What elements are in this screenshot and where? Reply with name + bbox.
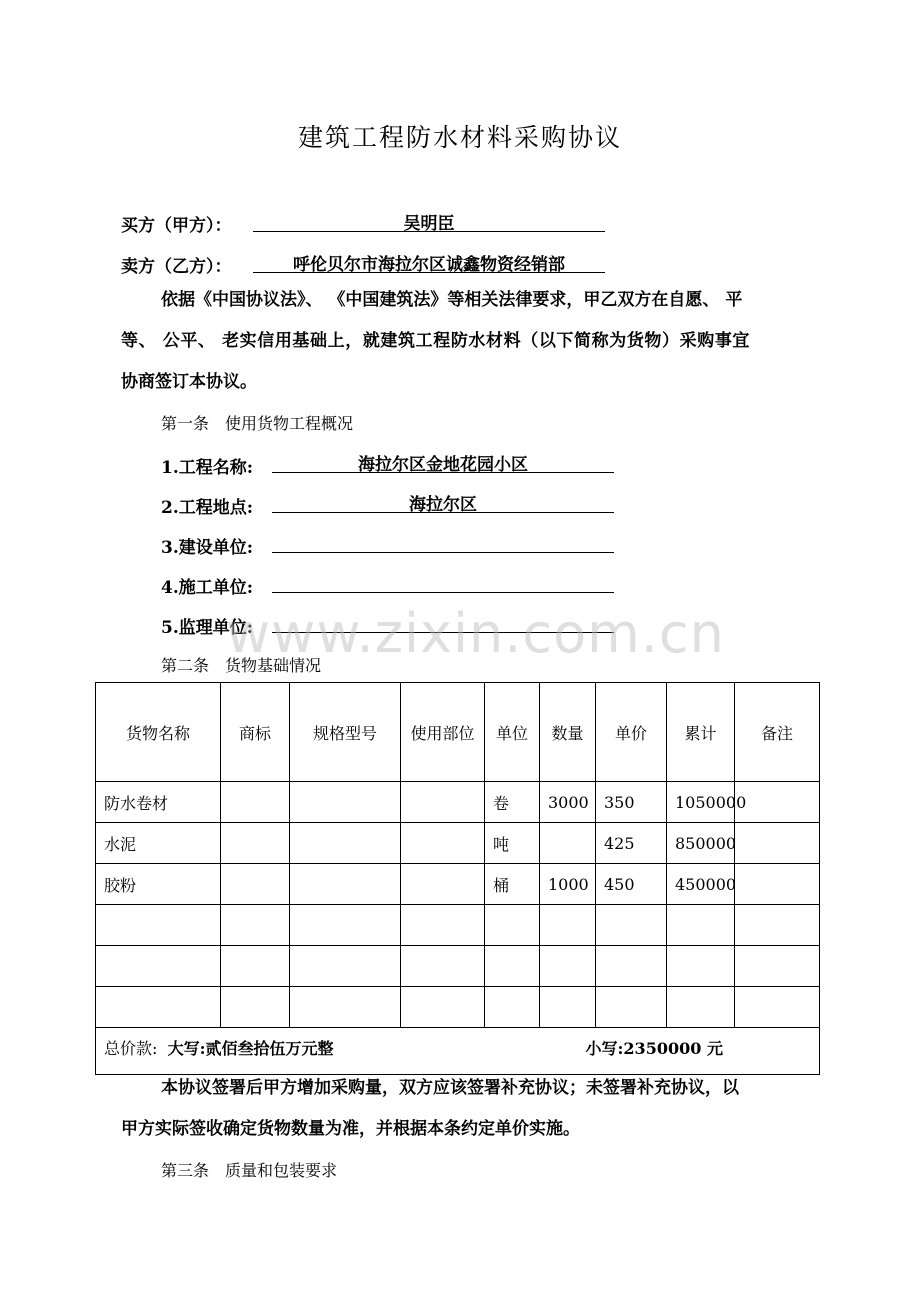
table-cell [540,987,596,1028]
table-cell [290,864,401,905]
table-cell [401,782,485,823]
watermark: www.zixin.com.cn [226,602,725,665]
table-cell [667,905,735,946]
project-name-label: 1.工程名称: [161,458,254,478]
article-3-heading: 第三条 质量和包装要求 [161,1161,338,1180]
table-cell: 1000 [540,864,596,905]
contractor-value [272,570,614,593]
table-cell [221,905,290,946]
table-cell [401,823,485,864]
header-cell: 单位 [485,683,540,782]
table-cell [735,987,820,1028]
table-cell [290,987,401,1028]
header-cell: 数量 [540,683,596,782]
table-row [96,782,820,823]
table-cell [735,946,820,987]
table-cell [290,782,401,823]
table-cell [735,905,820,946]
table-cell: 450000 [667,864,735,905]
total-figures-label: 小写: [585,1039,624,1058]
construction-unit-value [272,530,614,553]
table-cell: 桶 [485,864,540,905]
intro-line-2: 等、 公平、 老实信用基础上，就建筑工程防水材料（以下简称为货物）采购事宜 [121,331,751,351]
table-cell [667,987,735,1028]
table-cell [96,905,221,946]
article-1-heading: 第一条 使用货物工程概况 [161,414,354,433]
table-cell: 卷 [485,782,540,823]
table-cell [221,823,290,864]
intro-line-3: 协商签订本协议。 [121,372,257,392]
total-figures-value: 2350000 [623,1039,702,1058]
header-cell: 商标 [221,683,290,782]
table-cell: 850000 [667,823,735,864]
table-cell [596,905,667,946]
table-cell [735,864,820,905]
total-label: 总价款: [104,1039,158,1058]
table-cell: 425 [596,823,667,864]
table-cell [485,946,540,987]
project-location-value: 海拉尔区 [272,490,614,513]
header-cell: 货物名称 [96,683,221,782]
table-cell [401,864,485,905]
table-cell [401,946,485,987]
total-words-value: 贰佰叁拾伍万元整 [205,1039,334,1058]
table-cell [596,987,667,1028]
construction-unit-label: 3.建设单位: [161,538,254,558]
table-cell: 防水卷材 [96,782,221,823]
table-cell: 450 [596,864,667,905]
table-cell: 水泥 [96,823,221,864]
table-cell: 吨 [485,823,540,864]
table-row [96,987,820,1028]
buyer-label: 买方（甲方）： [121,216,232,236]
table-cell: 3000 [540,782,596,823]
total-words-label: 大写: [167,1039,206,1058]
table-cell: 350 [596,782,667,823]
table-cell [221,782,290,823]
supervisor-label: 5.监理单位: [161,618,254,638]
table-cell [485,987,540,1028]
table-cell [221,987,290,1028]
table-cell [735,823,820,864]
table-row [96,946,820,987]
table-cell: 胶粉 [96,864,221,905]
table-cell: 1050000 [667,782,735,823]
seller-label: 卖方（乙方）： [121,257,232,277]
after-table-line-1: 本协议签署后甲方增加采购量，双方应该签署补充协议；未签署补充协议，以 [161,1078,739,1098]
table-cell [221,946,290,987]
table-cell [667,946,735,987]
table-cell [540,946,596,987]
document-title: 建筑工程防水材料采购协议 [297,123,622,152]
header-cell: 规格型号 [290,683,401,782]
table-cell [290,905,401,946]
article-2-heading: 第二条 货物基础情况 [161,656,322,675]
table-cell [596,946,667,987]
table-row [96,823,820,864]
header-cell: 单价 [596,683,667,782]
project-location-label: 2.工程地点: [161,498,254,518]
table-cell [401,905,485,946]
buyer-name: 吴明臣 [253,209,605,232]
table-cell [401,987,485,1028]
contractor-label: 4.施工单位: [161,578,254,598]
table-row [96,905,820,946]
table-header-row [96,683,820,782]
table-cell [96,987,221,1028]
header-cell: 累计 [667,683,735,782]
header-cell: 备注 [735,683,820,782]
after-table-line-2: 甲方实际签收确定货物数量为准，并根据本条约定单价实施。 [121,1119,580,1139]
table-cell [485,905,540,946]
table-cell [735,782,820,823]
header-cell: 使用部位 [401,683,485,782]
table-cell [540,823,596,864]
table-row [96,864,820,905]
table-cell [290,946,401,987]
table-cell [96,946,221,987]
total-figures [586,1036,723,1059]
table-cell [290,823,401,864]
table-cell [540,905,596,946]
project-name-value: 海拉尔区金地花园小区 [272,450,614,473]
seller-name: 呼伦贝尔市海拉尔区诚鑫物资经销部 [253,250,605,273]
table-cell [221,864,290,905]
intro-line-1: 依据《中国协议法》、 《中国建筑法》等相关法律要求，甲乙双方在自愿、 平 [161,290,743,310]
total-unit: 元 [706,1039,723,1058]
goods-table [95,682,820,1075]
